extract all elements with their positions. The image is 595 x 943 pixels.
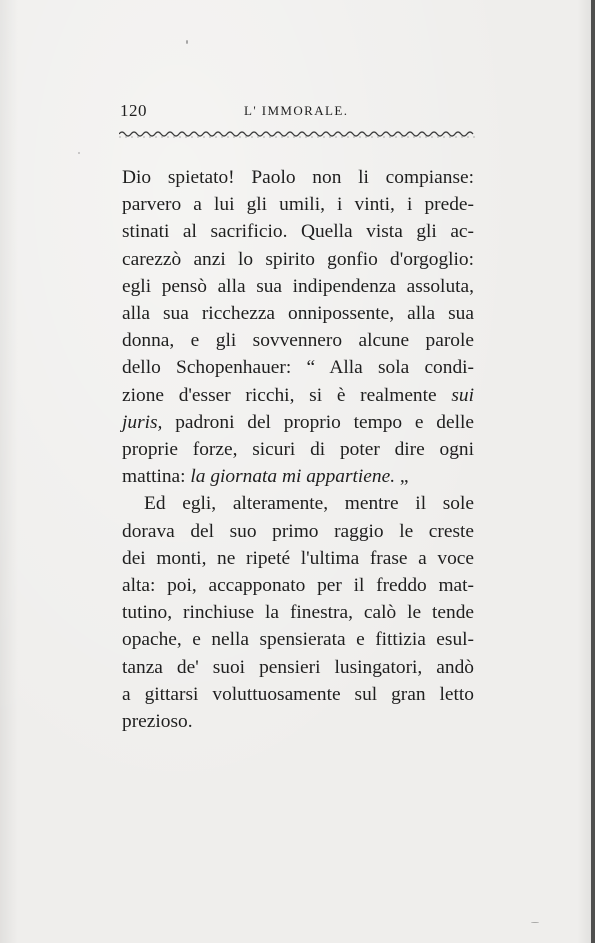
text-line: parvero a lui gli umili, i vinti, i prede-: [122, 194, 474, 216]
text-line: tanza de' suoi pensieri lusingatori, andò: [122, 656, 474, 678]
text-segment: zione d'esser ricchi, si è realmente: [122, 384, 452, 406]
text-line: alta: poi, accapponato per il freddo mat-: [122, 575, 474, 597]
text-line: opache, e nella spensierata e fittizia esul-: [122, 629, 474, 651]
body-text: [122, 164, 474, 735]
paper-speck: [78, 152, 80, 154]
text-segment: mattina:: [122, 466, 191, 488]
text-line: dei monti, ne ripeté l'ultima frase a voce: [122, 547, 474, 569]
text-line: [122, 409, 474, 436]
text-line: prezioso.: [122, 711, 193, 733]
ornamental-rule: [119, 130, 476, 138]
text-line: egli pensò alla sua indipendenza assoluta,: [122, 275, 474, 297]
running-title: L' IMMORALE.: [244, 103, 349, 118]
text-line: Ed egli, alteramente, mentre il sole: [144, 493, 474, 515]
text-line: dorava del suo primo raggio le creste: [122, 520, 474, 542]
page-header: [120, 101, 480, 125]
text-segment: padroni del proprio tempo e delle: [162, 411, 474, 433]
text-line: [122, 382, 474, 409]
text-line: a gittarsi voluttuosamente sul gran letto: [122, 683, 474, 705]
page-number: 120: [120, 101, 147, 120]
text-line: tutino, rinchiuse la finestra, calò le tende: [122, 602, 474, 624]
italic-quotation: la giornata mi appartiene.: [190, 466, 396, 488]
text-line: proprie forze, sicuri di poter dire ogni: [122, 439, 474, 461]
text-line: dello Schopenhauer: “ Alla sola condi-: [122, 357, 474, 379]
paper-speck: [531, 922, 539, 923]
italic-latin-phrase: sui: [451, 384, 474, 406]
italic-latin-phrase: juris,: [122, 411, 163, 433]
text-line: carezzò anzi lo spirito gonfio d'orgoglio:: [122, 248, 474, 270]
page-edge-shadow: [591, 0, 595, 943]
text-line: [122, 463, 474, 490]
text-line: donna, e gli sovvennero alcune parole: [122, 330, 474, 352]
paper-speck: [186, 40, 188, 44]
text-line: Dio spietato! Paolo non li compianse:: [122, 167, 474, 188]
text-segment: „: [395, 466, 409, 488]
text-line: alla sua ricchezza onnipossente, alla sua: [122, 303, 474, 325]
text-line: stinati al sacrificio. Quella vista gli ac-: [122, 221, 474, 243]
